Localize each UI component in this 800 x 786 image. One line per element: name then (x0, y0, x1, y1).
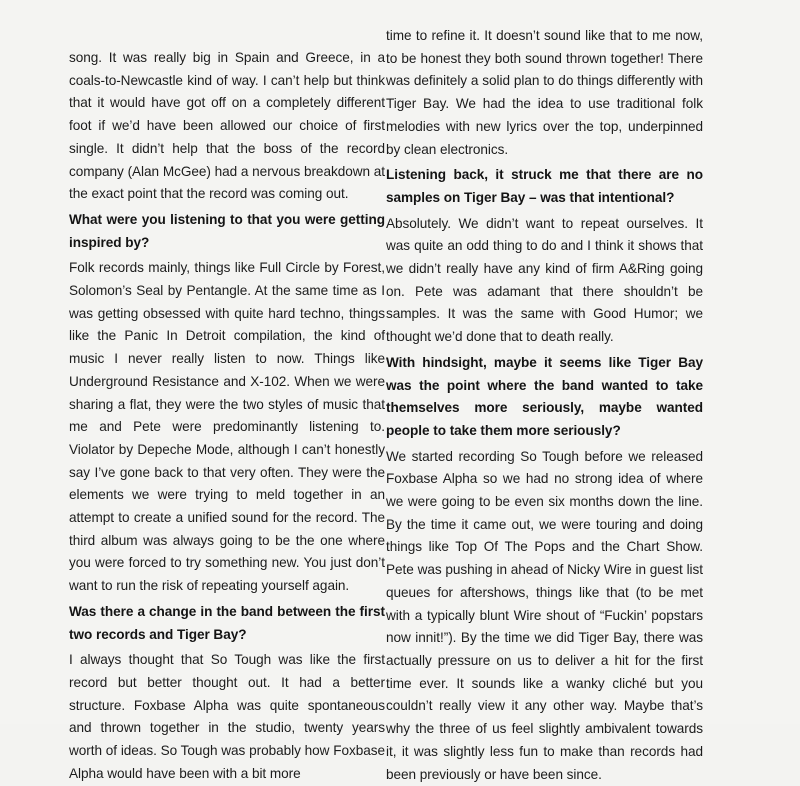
interview-question: With hindsight, maybe it seems like Tiger Bay was the point where the band wanted to take themselves more seriously, maybe wanted people to take them more seriously? (386, 354, 703, 438)
interview-question: Was there a change in the band between the first two records and Tiger Bay? (69, 603, 385, 642)
answer-paragraph: We started recording So Tough before we released Foxbase Alpha so we had no strong idea of where we were going to be even six months down the line. By the time it came out, we were touring and doing things like Top Of The Pops and the Chart Show. Pete was pushing in ahead of Nicky Wire in guest list queues for aftershows, things like that (to be met with a typically blunt Wire shout of “Fuckin’ popstars now innit!”). By the time we did Tiger Bay, there was actually pressure on us to deliver a hit for the first time ever. It sounds like a wanky cliché but you couldn’t really view it any other way. Maybe that’s why the three of us feel slightly ambivalent towards it, it was slightly less fun to make than records had been previously or have been since. (386, 448, 703, 782)
answer-paragraph: song. It was really big in Spain and Greece, in a coals-to-Newcastle kind of way. I can’t help but think that it would have got off on a completely different foot if we’d have been allowed our choice of first single. It didn’t help that the boss of the record company (Alan McGee) had a nervous breakdown at the exact point that the record was coming out. (69, 50, 385, 202)
interview-question: Listening back, it struck me that there are no samples on Tiger Bay – was that intentional? (386, 167, 703, 205)
answer-paragraph: Folk records mainly, things like Full Circle by Forest, Solomon’s Seal by Pentangle. At the same time as I was getting obsessed with quite hard techno, things like the Panic In Detroit compilation, the kind of music I never really listen to now. Things like Underground Resistance and X-102. When we were sharing a flat, they were the two styles of music that me and Pete were predominantly listening to. Violator by Depeche Mode, although I can’t honestly say I’ve gone back to that very often. They were the elements we were trying to meld together in an attempt to create a unified sound for the record. The third album was always going to be the one where you were forced to try something new. You just don’t want to run the risk of repeating yourself again. (69, 260, 385, 594)
interview-question: What were you listening to that you were getting inspired by? (69, 211, 385, 250)
answer-paragraph: I always thought that So Tough was like the first record but better thought out. It had a better structure. Foxbase Alpha was quite spontaneous and thrown together in the studio, twenty years worth of ideas. So Tough was probably how Foxbase Alpha would have been with a bit more (69, 652, 385, 781)
answer-paragraph: time to refine it. It doesn’t sound like that to me now, to be honest they both sound thrown together! There was definitely a solid plan to do things differently with Tiger Bay. We had the idea to use traditional folk melodies with new lyrics over the top, underpinned by clean electronics. (386, 28, 703, 157)
answer-paragraph: Absolutely. We didn’t want to repeat ourselves. It was quite an odd thing to do and I think it shows that we didn’t really have any kind of firm A&Ring going on. Pete was adamant that there shouldn’t be samples. It was the same with Good Humor; we thought we’d done that to death really. (386, 215, 703, 345)
right-column (386, 25, 703, 786)
left-column (69, 47, 385, 786)
